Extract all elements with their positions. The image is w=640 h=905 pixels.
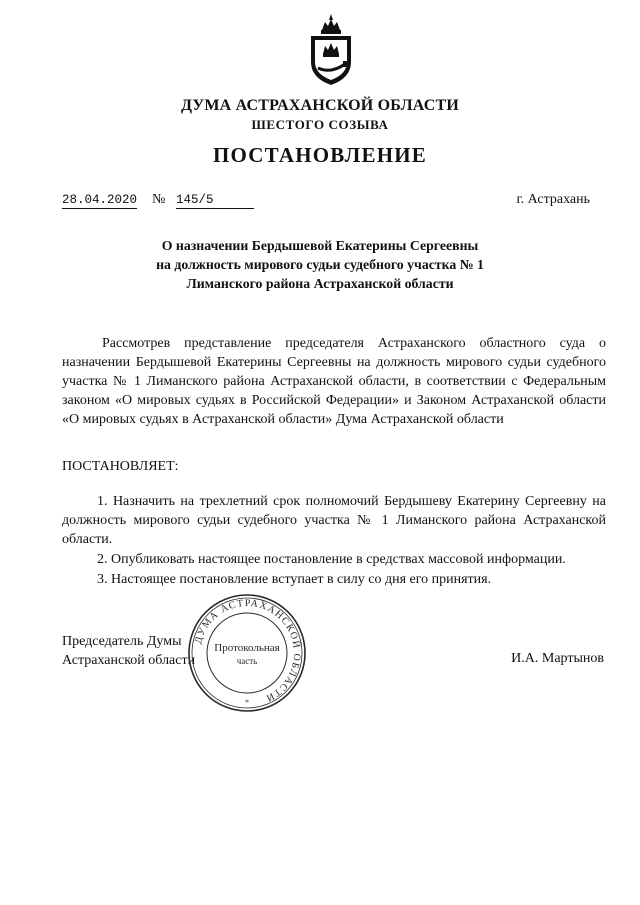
preamble-paragraph: Рассмотрев представление председателя Астраханского областного суда о назначении Бердышевой Екатерины Сергеевны на должность мирового судьи судебного участка № 1 Лиманского района Астраханской области, в соответствии с Федеральным законом «О мировых судьях в Российской Федерации» и Законом Астраханской области «О мировых судьях в Астраханской области» Дума Астраханской области bbox=[62, 336, 606, 427]
resolution-item: 1. Назначить на трехлетний срок полномочий Бердышеву Екатерину Сергеевну на должность мирового судьи судебного участка № 1 Лиманского района Астраханской области. bbox=[62, 494, 606, 547]
document-city: г. Астрахань bbox=[516, 192, 590, 207]
org-name: ДУМА АСТРАХАНСКОЙ ОБЛАСТИ bbox=[180, 97, 460, 114]
resolution-item: 3. Настоящее постановление вступает в силу со дня его принятия. bbox=[97, 572, 492, 587]
signatory-name: И.А. Мартынов bbox=[511, 651, 604, 666]
document-title bbox=[0, 236, 640, 293]
stamp-center-line: часть bbox=[236, 656, 258, 666]
convocation: ШЕСТОГО СОЗЫВА bbox=[251, 117, 389, 132]
document-number: 145/5 bbox=[176, 193, 254, 209]
signatory-position bbox=[62, 632, 195, 670]
document-date: 28.04.2020 bbox=[62, 193, 138, 207]
official-stamp bbox=[186, 592, 308, 714]
resolves-heading: ПОСТАНОВЛЯЕТ: bbox=[62, 459, 179, 474]
resolution-items bbox=[62, 492, 606, 590]
title-line: на должность мирового судьи судебного участка № 1 bbox=[156, 257, 484, 272]
title-line: Лиманского района Астраханской области bbox=[186, 276, 454, 291]
title-line: О назначении Бердышевой Екатерины Сергеевны bbox=[161, 238, 479, 253]
document-meta-line bbox=[62, 193, 590, 211]
position-line: Председатель Думы bbox=[62, 634, 182, 649]
stamp-ring-text: ДУМА АСТРАХАНСКОЙ ОБЛАСТИ bbox=[192, 597, 303, 704]
svg-text:*: * bbox=[245, 698, 249, 707]
resolution-item: 2. Опубликовать настоящее постановление в средствах массовой информации. bbox=[97, 552, 566, 567]
number-sign: № bbox=[152, 192, 166, 207]
stamp-center-line: Протокольная bbox=[214, 642, 280, 654]
position-line: Астраханской области bbox=[62, 653, 196, 668]
document-type: ПОСТАНОВЛЕНИЕ bbox=[212, 143, 428, 167]
astrakhan-coat-of-arms-icon bbox=[302, 12, 360, 88]
